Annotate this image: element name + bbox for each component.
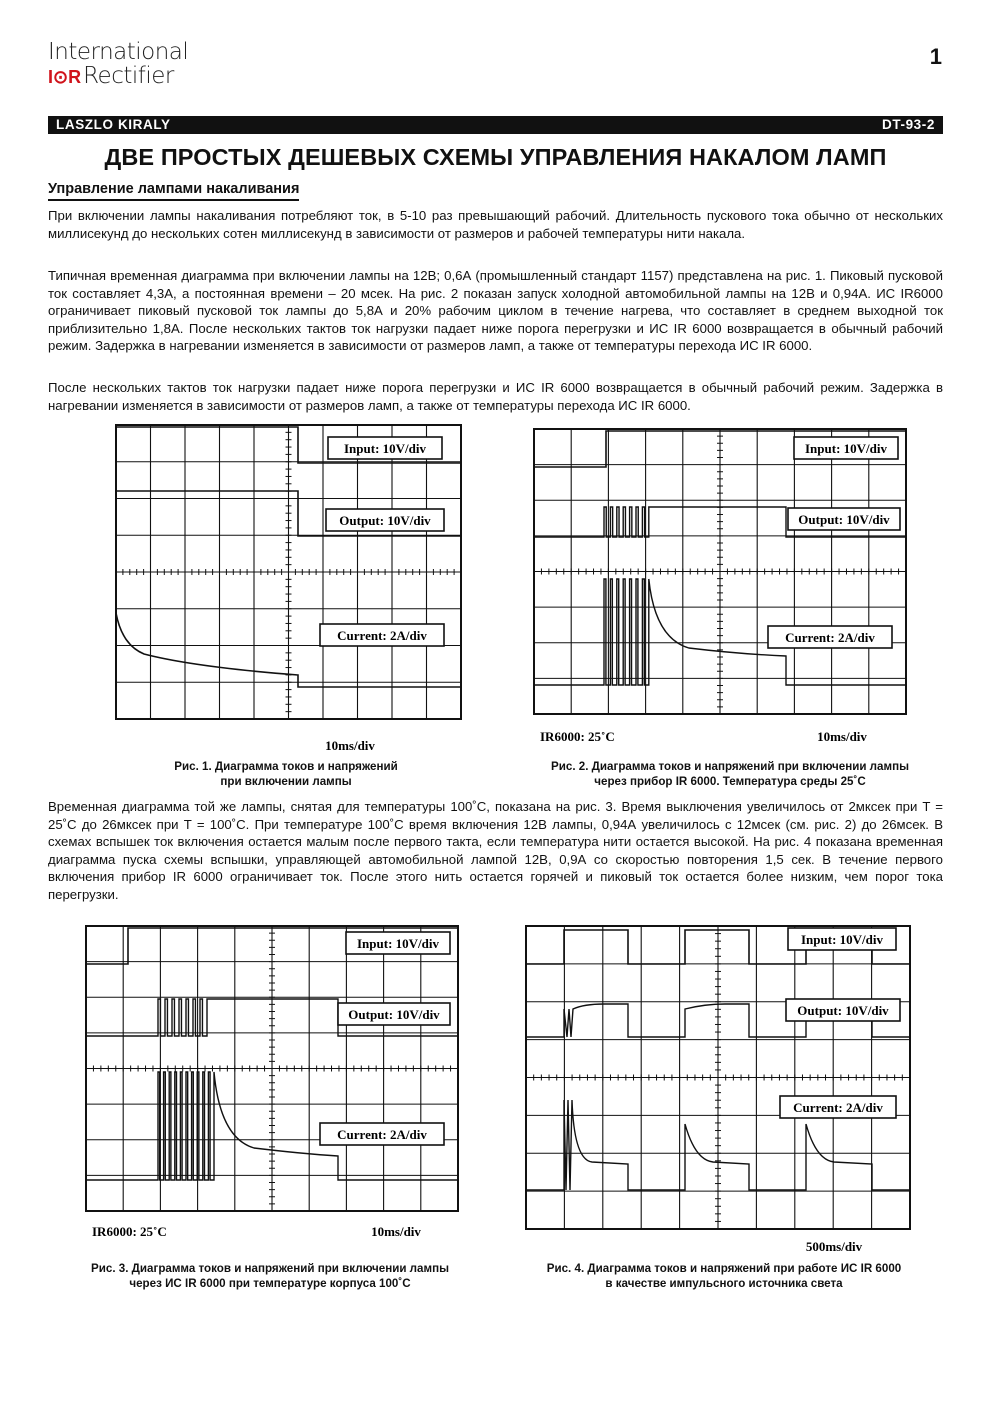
figure-1-caption: Рис. 1. Диаграмма токов и напряжений при включении лампы — [174, 760, 398, 788]
page-number: 1 — [929, 44, 942, 69]
fig2-scale-label: 10ms/div — [817, 729, 867, 744]
fig3-temp-label: IR6000: 25˚C — [92, 1224, 167, 1239]
fig2-svg — [532, 427, 912, 749]
fig1-scale-label: 10ms/div — [325, 738, 375, 753]
fig3-output-label: Output: 10V/div — [348, 1007, 440, 1022]
logo-line2: Rectifier — [83, 63, 174, 89]
author-name: LASZLO KIRALY — [56, 117, 171, 132]
figure-2-oscillogram — [532, 427, 912, 749]
figure-4-caption: Рис. 4. Диаграмма токов и напряжений при работе ИС IR 6000 в качестве импульсного источника света — [546, 1262, 902, 1290]
header-bar — [48, 116, 943, 134]
fig2-temp-label: IR6000: 25˚C — [540, 729, 615, 744]
figure-2-caption: Рис. 2. Диаграмма токов и напряжений при включении лампы через прибор IR 6000. Температура среды 25˚С — [551, 760, 909, 788]
section-title: Управление лампами накаливания — [48, 181, 299, 201]
fig4-current-label: Current: 2A/div — [793, 1100, 883, 1115]
fig3-svg — [84, 924, 464, 1246]
fig3-current-label: Current: 2A/div — [337, 1127, 427, 1142]
fig4-scale-label: 500ms/div — [805, 1239, 863, 1254]
fig3-input-label: Input: 10V/div — [357, 936, 439, 951]
fig4-output-label: Output: 10V/div — [797, 1003, 889, 1018]
paragraph-3: После нескольких тактов ток нагрузки падает ниже порога перегрузки и ИС IR 6000 возвращается в обычный рабочий режим. Задержка в нагревании изменяется в зависимости от размеров ламп, а также от температуры перехода ИС IR 6000. — [48, 380, 943, 413]
figure-3-caption: Рис. 3. Диаграмма токов и напряжений при включении лампы через ИС IR 6000 при температуре корпуса 100˚С — [91, 1262, 449, 1290]
fig1-input-label: Input: 10V/div — [344, 441, 426, 456]
document-id: DT-93-2 — [882, 117, 935, 132]
paragraph-1: При включении лампы накаливания потребляют ток, в 5-10 раз превышающий рабочий. Длительность пускового тока обычно от нескольких миллисекунд до нескольких сотен миллисекунд в зависимости от размеров и рабочей температуры нити накала. — [48, 208, 943, 241]
figure-1-oscillogram — [114, 423, 466, 758]
fig1-output-label: Output: 10V/div — [339, 513, 431, 528]
figure-4-oscillogram — [524, 924, 916, 1256]
ior-logo-mark: I⊙R — [48, 67, 82, 87]
fig2-grid — [534, 429, 906, 714]
paragraph-2: Типичная временная диаграмма при включении лампы на 12В; 0,6А (промышленный стандарт 1157) представлена на рис. 1. Пиковый пусковой ток составляет 4,3А, а постоянная времени – 20 мсек. На рис. 2 показан запуск холодной автомобильной лампы на 12В и 0,94А. ИС IR6000 ограничивает пиковый пусковой ток лампы до 5,8А и 20% рабочим циклом в течение нагрева, что составляет в среднем выходной ток приблизительно 1,8А. После нескольких тактов ток нагрузки падает ниже порога перегрузки и ИС IR 6000 возвращается в обычный рабочий режим. Задержка в нагревании изменяется в зависимости от размеров ламп, а также от температуры перехода ИС IR 6000. — [48, 268, 943, 353]
fig4-grid — [526, 926, 910, 1229]
page-title: ДВЕ ПРОСТЫХ ДЕШЕВЫХ СХЕМЫ УПРАВЛЕНИЯ НАКАЛОМ ЛАМП — [104, 144, 887, 170]
fig3-scale-label: 10ms/div — [371, 1224, 421, 1239]
fig3-grid — [86, 926, 458, 1211]
paragraph-4: Временная диаграмма той же лампы, снятая для температуры 100˚С, показана на рис. 3. Время выключения увеличилось от 2мксек при T = 25˚С до 26мксек при T = 100˚С. При температуре 100˚С время включения 12В лампы, 0,94А увеличилось с 12мсек (см. рис. 2) до 26мсек. В схемах вспышек ток включения остается малым после первого такта, если температура нити остается высокой. На рис. 4 показана временная диаграмма пуска схемы вспышки, управляющей автомобильной лампой 12В, 0,9А со скоростью повторения 1,5 сек. В течение первого включения прибор IR 6000 ограничивает ток. После этого нить остается горячей и пиковый ток остается более низким, чем порог тока перегрузки. — [48, 799, 943, 902]
fig2-input-label: Input: 10V/div — [805, 441, 887, 456]
ir-logo — [48, 40, 218, 92]
fig2-output-label: Output: 10V/div — [798, 512, 890, 527]
fig4-input-label: Input: 10V/div — [801, 932, 883, 947]
fig2-current-label: Current: 2A/div — [785, 630, 875, 645]
fig4-svg — [524, 924, 916, 1256]
fig1-current-label: Current: 2A/div — [337, 628, 427, 643]
fig1-svg — [114, 423, 466, 758]
figure-3-oscillogram — [84, 924, 464, 1246]
logo-line1: International — [48, 39, 189, 65]
